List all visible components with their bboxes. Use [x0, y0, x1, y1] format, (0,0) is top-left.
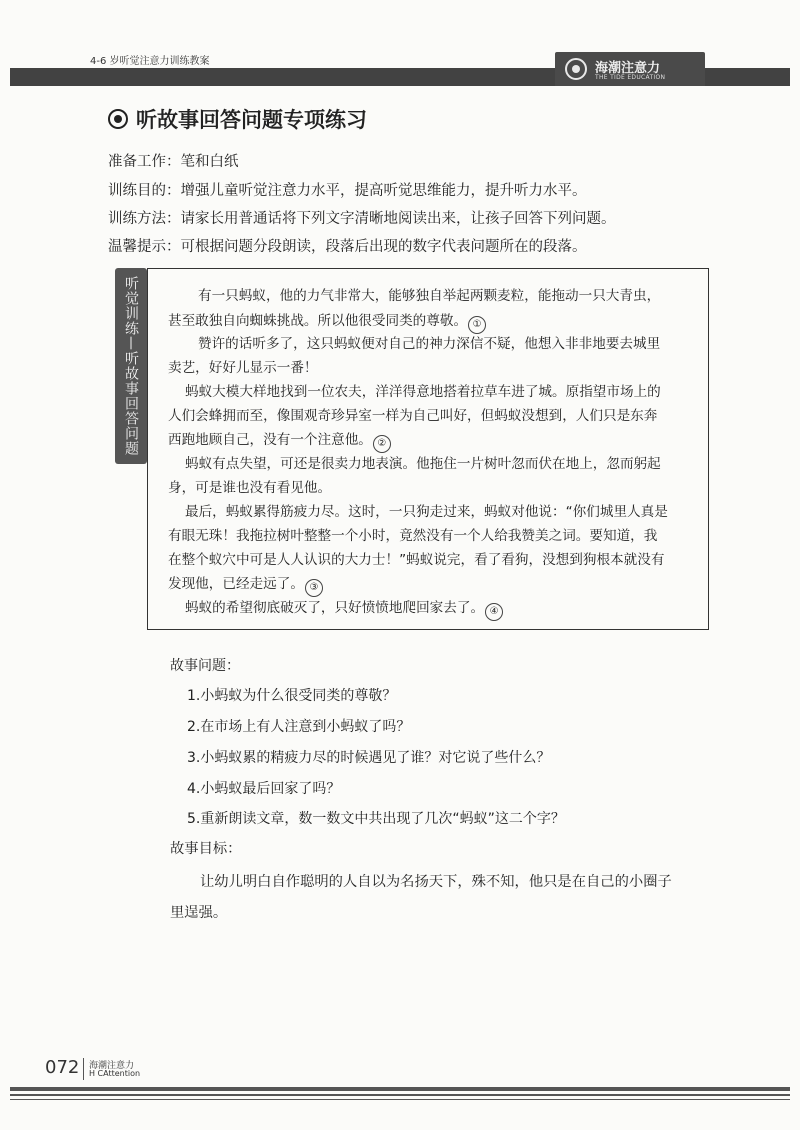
story-line: 发现他，已经走远了。 ③ — [168, 572, 323, 597]
page-number: 072 — [45, 1057, 80, 1078]
footer-divider — [83, 1058, 84, 1080]
info-purpose: 训练目的：增强儿童听觉注意力水平，提高听觉思维能力，提升听力水平。 — [108, 183, 587, 199]
story-line: 身，可是谁也没有看见他。 — [168, 480, 332, 496]
footer-brand: 海潮注意力 — [89, 1061, 135, 1071]
story-line: 有一只蚂蚁，他的力气非常大，能够独自举起两颗麦粒，能拖动一只大青虫， — [198, 288, 661, 304]
bullseye-icon — [108, 109, 128, 129]
brand-subtitle: THE TIDE EDUCATION — [595, 74, 666, 81]
story-line: 有眼无珠！我拖拉树叶整整一个小时，竟然没有一个人给我赞美之词。要知道，我 — [168, 528, 658, 544]
story-line: 赞许的话听多了，这只蚂蚁便对自己的神力深信不疑，他想入非非地要去城里 — [198, 336, 661, 352]
story-line: 人们会蜂拥而至，像围观奇珍异室一样为自己叫好，但蚂蚁没想到，人们只是东奔 — [168, 408, 658, 424]
paragraph-marker: ① — [468, 316, 486, 334]
question-item: 5.重新朗读文章，数一数文中共出现了几次“蚂蚁”这二个字？ — [187, 811, 565, 827]
story-line: 甚至敢独自向蜘蛛挑战。所以他很受同类的尊敬。 ① — [168, 309, 486, 334]
goal-text: 让幼儿明白自作聪明的人自以为名扬天下，殊不知，他只是在自己的小圈子 — [200, 874, 672, 890]
question-item: 1.小蚂蚁为什么很受同类的尊敬？ — [187, 688, 397, 704]
running-header-title: 4-6 岁听觉注意力训练教案 — [90, 56, 210, 67]
brand-name: 海潮注意力 — [595, 61, 661, 76]
section-title-text: 听故事回答问题专项练习 — [136, 107, 367, 132]
story-box — [147, 268, 709, 630]
story-line: 蚂蚁的希望彻底破灭了，只好愤愤地爬回家去了。 ④ — [185, 596, 503, 621]
goal-text: 里逞强。 — [170, 905, 228, 921]
footer-brand-sub: H CAttention — [89, 1069, 141, 1078]
info-method: 训练方法：请家长用普通话将下列文字清晰地阅读出来，让孩子回答下列问题。 — [108, 211, 616, 227]
goal-heading: 故事目标： — [170, 841, 242, 857]
brand-logo — [555, 52, 705, 86]
info-tip: 温馨提示：可根据问题分段朗读，段落后出现的数字代表问题所在的段落。 — [108, 239, 587, 255]
paragraph-marker: ② — [373, 435, 391, 453]
brand-emblem-icon — [565, 58, 587, 80]
paragraph-marker: ④ — [485, 603, 503, 621]
story-line: 蚂蚁大模大样地找到一位农夫，洋洋得意地搭着拉草车进了城。原指望市场上的 — [185, 384, 661, 400]
question-item: 4.小蚂蚁最后回家了吗？ — [187, 781, 341, 797]
story-line: 西跑地顾自己，没有一个注意他。 ② — [168, 428, 391, 453]
paragraph-marker: ③ — [305, 579, 323, 597]
story-line: 在整个蚁穴中可是人人认识的大力士！”蚂蚁说完，看了看狗，没想到狗根本就没有 — [168, 552, 665, 568]
footer-rule — [10, 1087, 790, 1091]
story-line: 蚂蚁有点失望，可还是很卖力地表演。他拖住一片树叶忽而伏在地上，忽而躬起 — [185, 456, 661, 472]
story-line: 最后，蚂蚁累得筋疲力尽。这时，一只狗走过来，蚂蚁对他说：“你们城里人真是 — [185, 504, 668, 520]
footer-rule — [10, 1094, 790, 1096]
story-line: 卖艺，好好儿显示一番！ — [168, 360, 318, 376]
section-title — [108, 104, 367, 134]
question-item: 3.小蚂蚁累的精疲力尽的时候遇见了谁？对它说了些什么？ — [187, 750, 551, 766]
questions-heading: 故事问题： — [170, 658, 240, 674]
question-item: 2.在市场上有人注意到小蚂蚁了吗？ — [187, 719, 411, 735]
footer-rule — [10, 1099, 790, 1100]
side-tab-label: 听觉训练—听故事回答问题 — [115, 268, 147, 464]
info-prep: 准备工作：笔和白纸 — [108, 154, 239, 170]
